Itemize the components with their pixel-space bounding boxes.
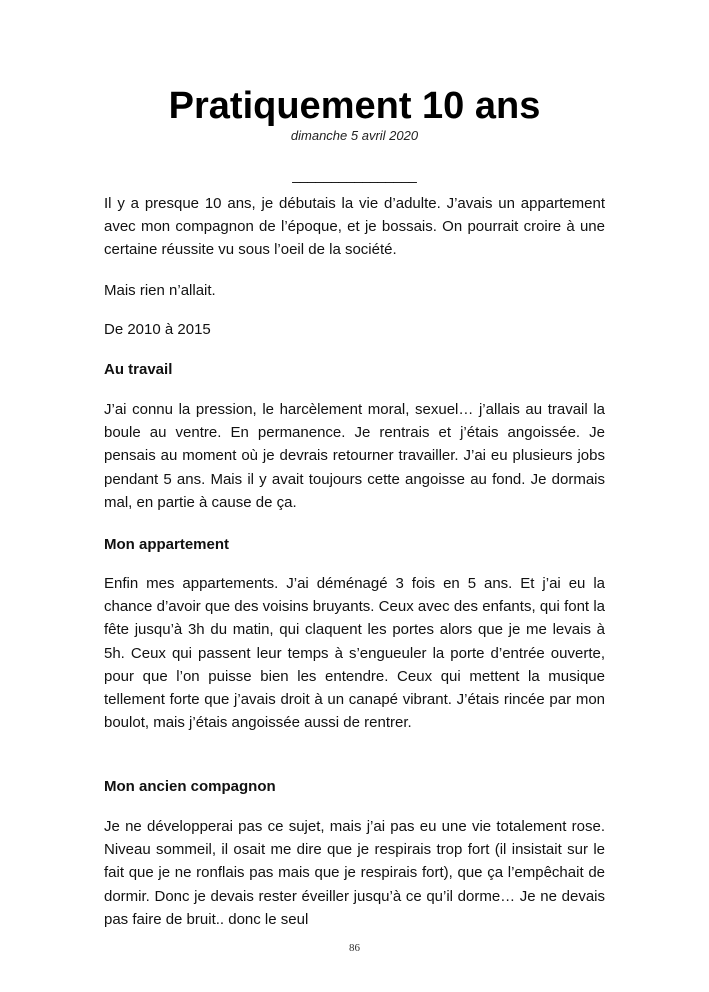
intro-short-paragraph: Mais rien n’allait. — [104, 282, 216, 299]
section-text-partner: Je ne développerai pas ce sujet, mais j’ai pas eu une vie totalement rose. Niveau sommeil, il osait me dire que je respirais trop fort (il insistait sur le fait que je ne ronflais pas mais que je respirais fort), que ça l’empêchait de dormir. Donc je devais rester éveiller jusqu’à ce qu’il dorme… Je ne devais pas faire de bruit.. donc le seul — [104, 818, 605, 928]
document-title: Pratiquement 10 ans — [168, 85, 541, 127]
section-text-work: J’ai connu la pression, le harcèlement moral, sexuel… j’allais au travail la boule au ventre. En permanence. Je rentrais et j’étais angoissée. Je pensais au moment où je devrais retourner travailler. J’ai eu plusieurs jobs pendant 5 ans. Mais il y avait toujours cette angoisse au fond. Je dormais mal, en partie à cause de ça. — [104, 401, 605, 511]
intro-paragraph: Il y a presque 10 ans, je débutais la vie d’adulte. J’avais un appartement avec mon compagnon de l’époque, et je bossais. On pourrait croire à une certaine réussite vu sous l’oeil de la société. — [104, 195, 605, 259]
section-heading-work: Au travail — [104, 361, 173, 378]
title-separator: ________________ — [292, 167, 417, 183]
section-text-apartment: Enfin mes appartements. J’ai déménagé 3 fois en 5 ans. Et j’ai eu la chance d’avoir que des voisins bruyants. Ceux avec des enfants, qui font la fête jusqu’à 3h du matin, qui claquent les portes alors que je me levais à 5h. Ceux qui passent leur temps à s’engueuler la porte d’entrée ouverte, pour que l’on puisse bien les entendre. Ceux qui mettent la musique tellement forte que j’avais droit à un canapé vibrant. J’étais rincée par mon boulot, mais j’étais angoissée aussi de rentrer. — [104, 575, 605, 732]
document-date: dimanche 5 avril 2020 — [290, 128, 419, 143]
period-paragraph: De 2010 à 2015 — [104, 321, 211, 338]
section-heading-partner: Mon ancien compagnon — [104, 778, 276, 795]
page-number: 86 — [349, 942, 360, 954]
section-heading-apartment: Mon appartement — [104, 536, 230, 553]
